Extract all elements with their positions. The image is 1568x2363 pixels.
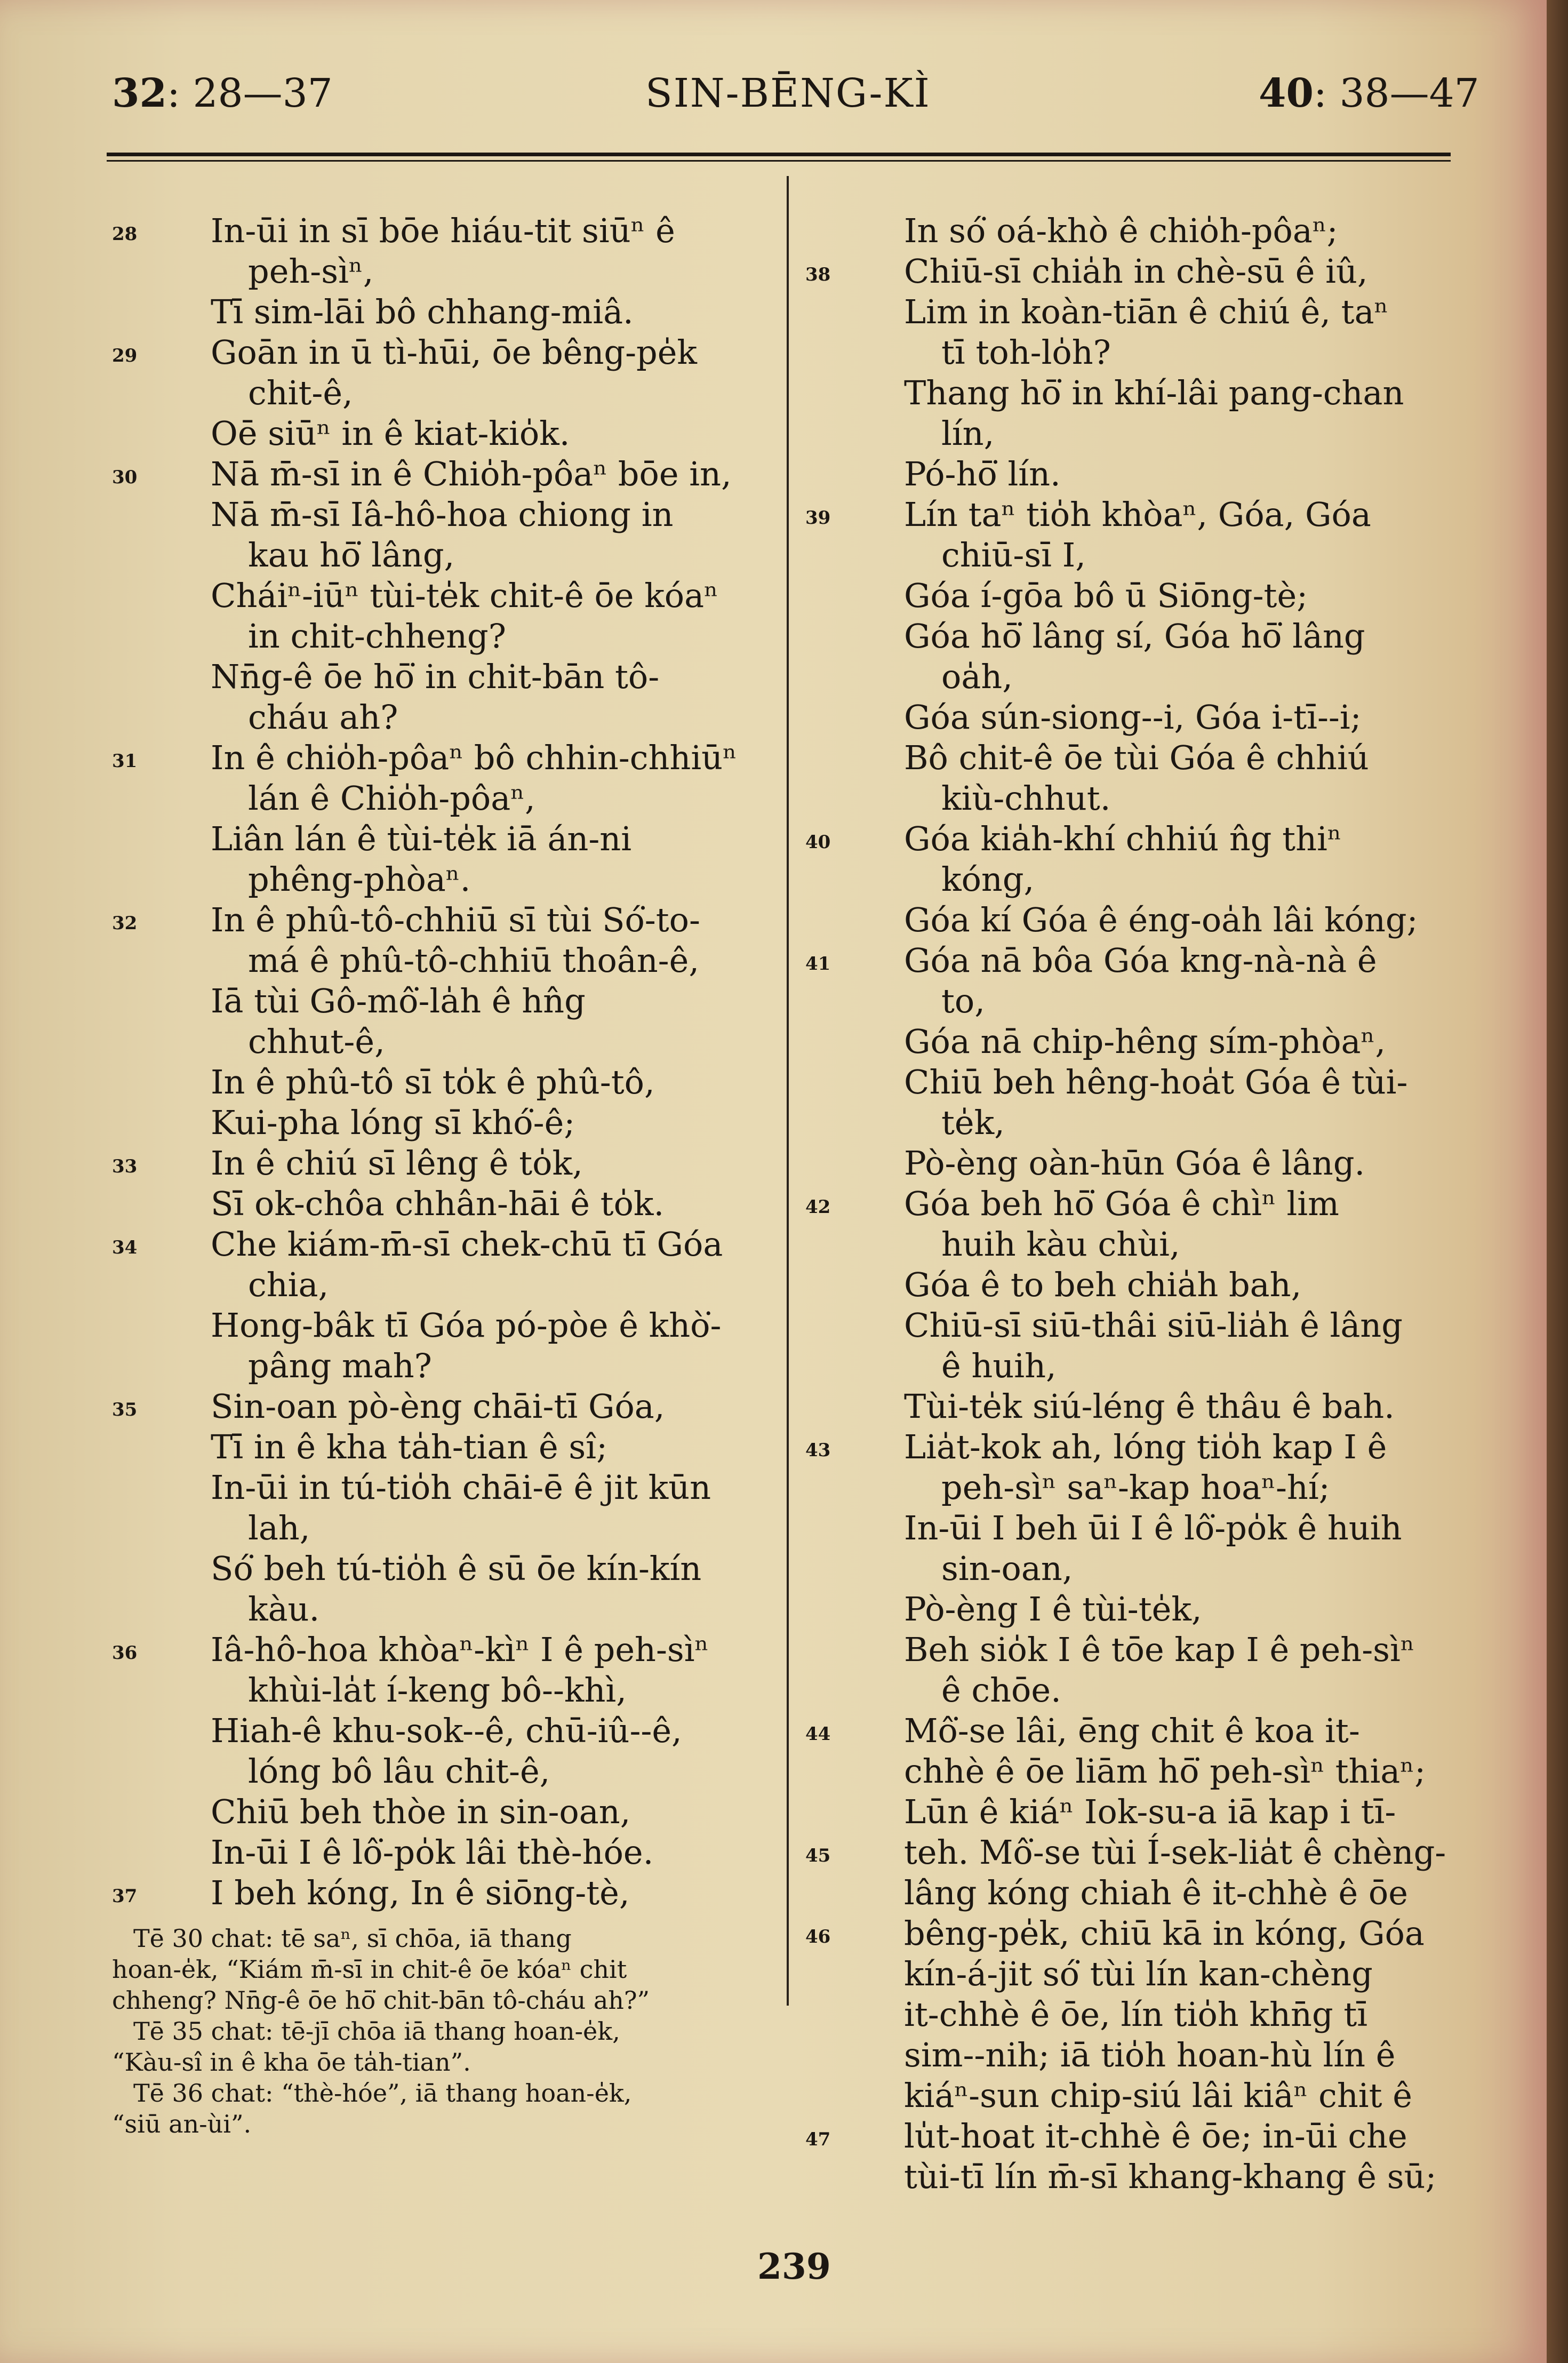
verse-text: chhut-ê,	[248, 1022, 385, 1061]
right-column	[805, 211, 1472, 2197]
verse-line	[805, 1792, 1472, 1832]
column-divider	[787, 176, 789, 2006]
verse-text: Góa ê to beh chia̍h bah,	[904, 1265, 1302, 1304]
verse-text: khùi-la̍t í-keng bô--khì,	[248, 1671, 627, 1710]
verse-line	[805, 373, 1472, 413]
verse-text: Lia̍t-kok ah, lóng tio̍h kap I ê	[904, 1427, 1387, 1466]
verse-line	[112, 1508, 779, 1548]
verse-line	[805, 1711, 1472, 1751]
verse-line	[112, 292, 779, 332]
verse-text: Góa kí Góa ê éng-oa̍h lâi kóng;	[904, 900, 1418, 939]
verse-text: chhè ê ōe liām hō͘ peh-sìⁿ thiaⁿ;	[904, 1752, 1426, 1791]
verse-text: phêng-phòaⁿ.	[248, 860, 471, 899]
footnote-line: Tē 35 chat: tē-jī chōa iā thang hoan-e̍k,	[133, 2017, 620, 2046]
verse-text: bêng-pe̍k, chiū kā in kóng, Góa	[904, 1914, 1425, 1953]
verse-text: Góa nā bôa Góa kng-nà-nà ê	[904, 941, 1377, 980]
verse-text: chit-ê,	[248, 373, 353, 412]
verse-text: in chit-chheng?	[248, 617, 506, 656]
verse-line	[805, 2157, 1472, 2197]
verse-line	[805, 1184, 1472, 1224]
verse-line	[112, 494, 779, 535]
verse-text: kín-á-jit só͘ tùi lín kan-chèng	[904, 1954, 1373, 1993]
verse-line	[112, 1346, 779, 1386]
verse-number: 41	[805, 953, 831, 975]
verse-text: Iā tùi Gô-mô͘-la̍h ê hn̂g	[211, 981, 586, 1020]
verse-text: lín,	[941, 414, 995, 453]
verse-line	[805, 292, 1472, 332]
verse-number: 33	[112, 1156, 138, 1177]
verse-line	[805, 454, 1472, 494]
verse-line	[112, 657, 779, 697]
verse-line	[112, 1751, 779, 1792]
verse-line	[805, 1508, 1472, 1548]
verse-text: Lim in koàn-tiān ê chiú ê, taⁿ	[904, 292, 1389, 331]
verse-number: 43	[805, 1440, 831, 1461]
verse-line	[805, 1346, 1472, 1386]
verse-text: kiáⁿ-sun chip-siú lâi kiâⁿ chit ê	[904, 2076, 1412, 2115]
verse-line	[805, 697, 1472, 738]
verse-text: In-ūi in tú-tio̍h chāi-ē ê jit kūn	[211, 1468, 711, 1507]
footnote-line: Tē 36 chat: “thè-hóe”, iā thang hoan-e̍k,	[133, 2079, 632, 2107]
verse-line	[112, 1062, 779, 1103]
verse-text: peh-sìⁿ saⁿ-kap hoaⁿ-hí;	[941, 1468, 1330, 1507]
verse-line	[805, 1021, 1472, 1062]
verse-line	[805, 1143, 1472, 1184]
verse-line	[112, 1548, 779, 1589]
verse-text: I beh kóng, In ê siōng-tè,	[211, 1873, 630, 1912]
verse-line	[805, 1305, 1472, 1346]
verse-text: In ê phû-tô sī to̍k ê phû-tô,	[211, 1063, 655, 1101]
verse-text: lán ê Chio̍h-pôaⁿ,	[248, 779, 535, 818]
verse-text: oa̍h,	[941, 657, 1013, 696]
verse-line	[805, 1994, 1472, 2035]
verse-text: In-ūi I beh ūi I ê lô͘-po̍k ê huih	[904, 1508, 1402, 1547]
verse-text: chiū-sī I,	[941, 536, 1086, 574]
verse-line	[112, 535, 779, 576]
verse-line	[112, 1467, 779, 1508]
verse-line	[112, 576, 779, 616]
verse-number: 46	[805, 1926, 831, 1947]
verse-text: Chiū beh thòe in sin-oan,	[211, 1792, 631, 1831]
verse-line	[805, 1265, 1472, 1305]
verse-text: Góa hō͘ lâng sí, Góa hō͘ lâng	[904, 617, 1365, 656]
verse-text: Iâ-hô-hoa khòaⁿ-kìⁿ I ê peh-sìⁿ	[211, 1630, 709, 1669]
verse-line	[805, 738, 1472, 778]
verse-line	[805, 1589, 1472, 1630]
verse-line	[805, 576, 1472, 616]
verse-number: 30	[112, 467, 138, 488]
verse-text: Pò-èng oàn-hūn Góa ê lâng.	[904, 1144, 1365, 1183]
verse-text: lu̍t-hoat it-chhè ê ōe; in-ūi che	[904, 2117, 1407, 2156]
verse-line	[112, 454, 779, 494]
verse-line	[112, 211, 779, 251]
verse-line	[805, 778, 1472, 819]
verse-number: 31	[112, 751, 138, 772]
verse-text: In-ūi I ê lô͘-po̍k lâi thè-hóe.	[211, 1833, 654, 1872]
verse-line	[805, 1103, 1472, 1143]
verse-line	[805, 2035, 1472, 2075]
verse-line	[805, 1386, 1472, 1427]
verse-number: 45	[805, 1845, 831, 1866]
header-right-verses: : 38—47	[1313, 70, 1479, 116]
verse-text: te̍k,	[941, 1103, 1005, 1142]
verse-text: Liân lán ê tùi-te̍k iā án-ni	[211, 819, 632, 858]
verse-text: Chiū-sī siū-thâi siū-lia̍h ê lâng	[904, 1306, 1403, 1345]
verse-line	[805, 657, 1472, 697]
verse-text: In ê phû-tô-chhiū sī tùi Só͘-to-	[211, 900, 700, 939]
verse-text: Che kiám-m̄-sī chek-chū tī Góa	[211, 1225, 723, 1264]
verse-line	[112, 778, 779, 819]
verse-text: Beh sio̍k I ê tōe kap I ê peh-sìⁿ	[904, 1630, 1415, 1669]
verse-line	[112, 1711, 779, 1751]
verse-line	[805, 1548, 1472, 1589]
verse-text: Thang hō͘ in khí-lâi pang-chan	[904, 373, 1404, 412]
verse-line	[805, 1630, 1472, 1670]
verse-line	[805, 981, 1472, 1021]
verse-line	[805, 616, 1472, 657]
verse-line	[805, 251, 1472, 292]
verse-text: Góa sún-siong--i, Góa i-tī--i;	[904, 698, 1362, 737]
verse-line	[805, 1427, 1472, 1467]
verse-line	[112, 1265, 779, 1305]
verse-line	[805, 2075, 1472, 2116]
header-left-verses: : 28—37	[166, 70, 333, 116]
verse-text: lah,	[248, 1508, 310, 1547]
verse-text: ê chōe.	[941, 1671, 1061, 1710]
verse-line	[112, 940, 779, 981]
verse-line	[112, 1589, 779, 1630]
verse-line	[112, 1873, 779, 1913]
verse-text: chia,	[248, 1265, 329, 1304]
verse-text: Nā m̄-sī Iâ-hô-hoa chiong in	[211, 495, 674, 534]
header-rule-thin	[107, 160, 1451, 162]
verse-text: tùi-tī lín m̄-sī khang-khang ê sū;	[904, 2157, 1437, 2196]
verse-text: Góa beh hō͘ Góa ê chìⁿ lim	[904, 1184, 1339, 1223]
verse-text: Chiū-sī chia̍h in chè-sū ê iû,	[904, 252, 1368, 291]
verse-text: Hiah-ê khu-sok--ê, chū-iû--ê,	[211, 1711, 682, 1750]
verse-number: 34	[112, 1237, 138, 1258]
verse-text: Oē siūⁿ in ê kiat-kio̍k.	[211, 414, 570, 453]
verse-line	[805, 494, 1472, 535]
verse-line	[112, 332, 779, 373]
verse-line	[805, 940, 1472, 981]
verse-number: 42	[805, 1196, 831, 1218]
verse-line	[112, 900, 779, 940]
verse-text: sin-oan,	[941, 1549, 1073, 1588]
verse-text: huih kàu chùi,	[941, 1225, 1180, 1264]
verse-text: Góa kia̍h-khí chhiú n̂g thiⁿ	[904, 819, 1342, 858]
verse-text: Só͘ beh tú-tio̍h ê sū ōe kín-kín	[211, 1549, 702, 1588]
verse-text: má ê phû-tô-chhiū thoân-ê,	[248, 941, 700, 980]
header-rule	[107, 153, 1451, 156]
verse-text: tī toh-lo̍h?	[941, 333, 1111, 372]
verse-text: In-ūi in sī bōe hiáu-tit siūⁿ ê	[211, 211, 675, 250]
verse-line	[112, 1792, 779, 1832]
footnote-line: Tē 30 chat: tē saⁿ, sī chōa, iā thang	[133, 1924, 572, 1953]
footnote-line: hoan-e̍k, “Kiám m̄-sī in chit-ê ōe kóaⁿ chit	[112, 1955, 627, 1984]
verse-line	[805, 1467, 1472, 1508]
footnote-line: “Kàu-sî in ê kha ōe ta̍h-tian”.	[112, 2048, 471, 2077]
verse-text: Lín taⁿ tio̍h khòaⁿ, Góa, Góa	[904, 495, 1371, 534]
verse-line	[805, 2116, 1472, 2157]
verse-text: lóng bô lâu chit-ê,	[248, 1752, 550, 1791]
verse-text: teh. Mô͘-se tùi Í-sek-lia̍t ê chèng-	[904, 1833, 1446, 1872]
verse-line	[112, 1630, 779, 1670]
verse-line	[805, 1224, 1472, 1265]
verse-text: Cháiⁿ-iūⁿ tùi-te̍k chit-ê ōe kóaⁿ	[211, 576, 718, 615]
verse-text: Kui-pha lóng sī khó͘-ê;	[211, 1103, 575, 1142]
verse-line	[112, 738, 779, 778]
verse-text: it-chhè ê ōe, lín tio̍h khn̄g tī	[904, 1995, 1368, 2034]
verse-line	[805, 819, 1472, 859]
left-column	[112, 211, 779, 1913]
verse-text: sim--nih; iā tio̍h hoan-hù lín ê	[904, 2035, 1396, 2074]
verse-line	[805, 1954, 1472, 1994]
verse-text: Lūn ê kiáⁿ Iok-su-a iā kap i tī-	[904, 1792, 1396, 1831]
verse-line	[805, 332, 1472, 373]
verse-text: to,	[941, 981, 985, 1020]
verse-line	[112, 1143, 779, 1184]
verse-text: Góa nā chip-hêng sím-phòaⁿ,	[904, 1022, 1386, 1061]
verse-text: Bô chit-ê ōe tùi Góa ê chhiú	[904, 738, 1369, 777]
header-right-reference	[1259, 69, 1479, 117]
verse-text: In ê chiú sī lêng ê to̍k,	[211, 1144, 583, 1183]
verse-line	[112, 1224, 779, 1265]
footnote-line: “siū an-ùi”.	[112, 2110, 252, 2138]
verse-text: Sin-oan pò-èng chāi-tī Góa,	[211, 1387, 665, 1426]
verse-text: Pó-hō͘ lín.	[904, 454, 1061, 493]
header-left-reference	[112, 69, 333, 117]
verse-line	[112, 1305, 779, 1346]
verse-line	[112, 1670, 779, 1711]
book-spine	[1547, 0, 1568, 2363]
verse-line	[112, 1386, 779, 1427]
verse-line	[805, 1062, 1472, 1103]
verse-line	[112, 616, 779, 657]
verse-line	[805, 1832, 1472, 1873]
verse-text: pâng mah?	[248, 1346, 432, 1385]
verse-text: kau hō͘ lâng,	[248, 536, 455, 574]
verse-number: 35	[112, 1399, 138, 1420]
verse-line	[805, 1670, 1472, 1711]
verse-number: 47	[805, 2129, 831, 2150]
verse-line	[112, 697, 779, 738]
verse-number: 32	[112, 913, 138, 934]
verse-line	[112, 373, 779, 413]
verse-text: In só͘ oá-khò ê chio̍h-pôaⁿ;	[904, 211, 1338, 250]
verse-text: In ê chio̍h-pôaⁿ bô chhin-chhiūⁿ	[211, 738, 737, 777]
verse-text: Chiū beh hêng-hoa̍t Góa ê tùi-	[904, 1063, 1408, 1101]
verse-line	[805, 1873, 1472, 1913]
header-left-chapter: 32	[112, 70, 167, 116]
verse-text: kiù-chhut.	[941, 779, 1111, 818]
verse-number: 28	[112, 223, 138, 245]
verse-line	[112, 1103, 779, 1143]
verse-line	[805, 900, 1472, 940]
verse-line	[112, 819, 779, 859]
verse-text: Tùi-te̍k siú-léng ê thâu ê bah.	[904, 1387, 1395, 1426]
verse-text: lâng kóng chiah ê it-chhè ê ōe	[904, 1873, 1408, 1912]
verse-text: ê huih,	[941, 1346, 1057, 1385]
verse-line	[805, 413, 1472, 454]
verse-number: 44	[805, 1723, 831, 1745]
verse-line	[805, 1751, 1472, 1792]
book-title: SIN-BĒNG-KÌ	[645, 70, 931, 116]
verse-number: 37	[112, 1886, 138, 1907]
verse-line	[112, 1184, 779, 1224]
page-number: 239	[757, 2246, 831, 2287]
footnote-line: chheng? Nn̄g-ê ōe hō͘ chit-bān tô-cháu ah?”	[112, 1986, 650, 2015]
verse-text: Tī in ê kha ta̍h-tian ê sî;	[211, 1427, 607, 1466]
verse-line	[112, 859, 779, 900]
footnotes	[112, 1923, 779, 2140]
verse-text: Sī ok-chôa chhân-hāi ê to̍k.	[211, 1184, 665, 1223]
verse-number: 39	[805, 507, 831, 529]
verse-text: Góa í-gōa bô ū Siōng-tè;	[904, 576, 1308, 615]
verse-text: kóng,	[941, 860, 1035, 899]
verse-number: 29	[112, 345, 138, 366]
verse-line	[805, 1913, 1472, 1954]
verse-line	[805, 535, 1472, 576]
verse-text: Nā m̄-sī in ê Chio̍h-pôaⁿ bōe in,	[211, 454, 732, 493]
verse-text: Mô͘-se lâi, ēng chit ê koa it-	[904, 1711, 1360, 1750]
verse-line	[805, 211, 1472, 251]
verse-text: peh-sìⁿ,	[248, 252, 374, 291]
verse-text: Pò-èng I ê tùi-te̍k,	[904, 1590, 1202, 1628]
verse-text: cháu ah?	[248, 698, 398, 737]
verse-text: kàu.	[248, 1590, 320, 1628]
verse-text: Tī sim-lāi bô chhang-miâ.	[211, 292, 634, 331]
verse-line	[112, 413, 779, 454]
verse-text: Nn̄g-ê ōe hō͘ in chit-bān tô-	[211, 657, 660, 696]
verse-number: 36	[112, 1642, 138, 1664]
verse-line	[112, 1021, 779, 1062]
verse-line	[805, 859, 1472, 900]
verse-line	[112, 981, 779, 1021]
verse-number: 40	[805, 832, 831, 853]
verse-text: Goān in ū tì-hūi, ōe bêng-pe̍k	[211, 333, 697, 372]
verse-number: 38	[805, 264, 831, 285]
verse-line	[112, 251, 779, 292]
verse-line	[112, 1427, 779, 1467]
header-right-chapter: 40	[1259, 70, 1314, 116]
verse-line	[112, 1832, 779, 1873]
verse-text: Hong-bâk tī Góa pó-pòe ê khò͘-	[211, 1306, 722, 1345]
